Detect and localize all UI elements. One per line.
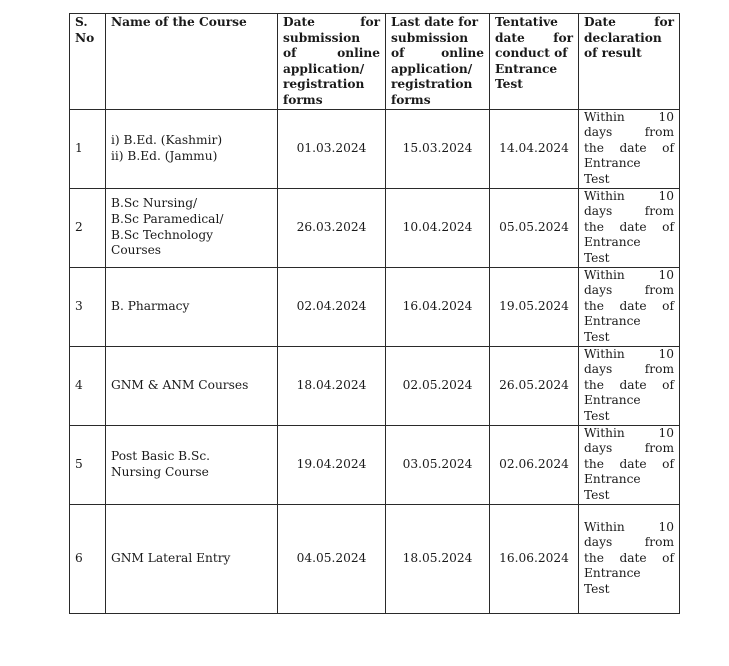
cell-start-date: 18.04.2024 — [278, 346, 386, 425]
cell-test-date: 05.05.2024 — [490, 188, 579, 267]
result-line: the date of — [584, 550, 674, 565]
result-line: Entrance — [584, 393, 641, 408]
result-line: Test — [584, 329, 610, 344]
cell-course — [106, 109, 278, 188]
result-line: Test — [584, 581, 610, 596]
header-line: application/ — [283, 61, 365, 76]
cell-sno: 4 — [70, 346, 106, 425]
table-row — [70, 109, 680, 188]
result-line: Entrance — [584, 314, 641, 329]
header-line: submission — [283, 30, 361, 45]
header-last-date — [386, 14, 490, 110]
header-line: of result — [584, 46, 642, 61]
header-row — [70, 14, 680, 110]
cell-course — [106, 346, 278, 425]
cell-start-date: 01.03.2024 — [278, 109, 386, 188]
course-line: B. Pharmacy — [111, 298, 190, 313]
result-line: Within 10 — [584, 188, 674, 203]
result-line: days from — [584, 204, 674, 219]
result-line: Test — [584, 408, 610, 423]
header-sno — [70, 14, 106, 110]
table-row — [70, 504, 680, 613]
header-line: Test — [495, 77, 523, 92]
result-line: Entrance — [584, 235, 641, 250]
result-line: Entrance — [584, 472, 641, 487]
cell-last-date: 15.03.2024 — [386, 109, 490, 188]
header-line: Date for — [283, 15, 380, 29]
course-line: B.Sc Paramedical/ — [111, 211, 224, 226]
result-line: Within 10 — [584, 425, 674, 440]
header-line: registration — [283, 77, 365, 92]
cell-start-date: 19.04.2024 — [278, 425, 386, 504]
result-line: Within 10 — [584, 267, 674, 282]
header-line: conduct of — [495, 46, 568, 61]
table-row — [70, 188, 680, 267]
cell-test-date: 14.04.2024 — [490, 109, 579, 188]
cell-result — [579, 188, 680, 267]
course-line: Courses — [111, 243, 162, 258]
header-line: No — [75, 30, 95, 45]
header-result-date — [579, 14, 680, 110]
cell-course — [106, 504, 278, 613]
result-line: days from — [584, 441, 674, 456]
result-line: Test — [584, 487, 610, 502]
cell-test-date: 19.05.2024 — [490, 267, 579, 346]
course-line: i) B.Ed. (Kashmir) — [111, 132, 223, 147]
cell-test-date: 26.05.2024 — [490, 346, 579, 425]
cell-start-date: 04.05.2024 — [278, 504, 386, 613]
course-line: ii) B.Ed. (Jammu) — [111, 148, 218, 163]
result-line: the date of — [584, 377, 674, 392]
cell-last-date: 02.05.2024 — [386, 346, 490, 425]
header-line: Last date for — [391, 15, 479, 29]
cell-last-date: 18.05.2024 — [386, 504, 490, 613]
course-line: B.Sc Nursing/ — [111, 196, 198, 211]
result-line: days from — [584, 535, 674, 550]
cell-course — [106, 425, 278, 504]
cell-start-date: 26.03.2024 — [278, 188, 386, 267]
cell-test-date: 16.06.2024 — [490, 504, 579, 613]
header-line: Tentative — [495, 15, 558, 29]
result-line: the date of — [584, 456, 674, 471]
cell-sno: 3 — [70, 267, 106, 346]
cell-course — [106, 188, 278, 267]
result-line: days from — [584, 362, 674, 377]
cell-start-date: 02.04.2024 — [278, 267, 386, 346]
result-line: Entrance — [584, 566, 641, 581]
header-test-date — [490, 14, 579, 110]
header-course — [106, 14, 278, 110]
cell-result — [579, 346, 680, 425]
cell-result — [579, 425, 680, 504]
cell-result — [579, 267, 680, 346]
cell-sno: 5 — [70, 425, 106, 504]
result-line: days from — [584, 283, 674, 298]
cell-sno: 2 — [70, 188, 106, 267]
cell-sno: 6 — [70, 504, 106, 613]
cell-sno: 1 — [70, 109, 106, 188]
table-row — [70, 425, 680, 504]
cell-result — [579, 504, 680, 613]
header-line: date for — [495, 30, 573, 45]
result-line: Test — [584, 171, 610, 186]
cell-last-date: 03.05.2024 — [386, 425, 490, 504]
header-line: of online — [391, 46, 484, 61]
course-line: GNM & ANM Courses — [111, 377, 249, 392]
header-line: S. — [75, 15, 88, 29]
result-line: days from — [584, 125, 674, 140]
result-line: Test — [584, 250, 610, 265]
cell-test-date: 02.06.2024 — [490, 425, 579, 504]
header-line: Entrance — [495, 61, 558, 76]
result-line: Entrance — [584, 156, 641, 171]
table-row — [70, 346, 680, 425]
result-line: the date of — [584, 219, 674, 234]
header-line: forms — [391, 92, 431, 107]
cell-course — [106, 267, 278, 346]
cell-result — [579, 109, 680, 188]
result-line: the date of — [584, 298, 674, 313]
result-line: Within 10 — [584, 346, 674, 361]
course-line: Post Basic B.Sc. — [111, 448, 211, 463]
header-line: registration — [391, 77, 473, 92]
header-start-date — [278, 14, 386, 110]
result-line: the date of — [584, 140, 674, 155]
result-line: Within 10 — [584, 109, 674, 124]
header-line: declaration — [584, 30, 662, 45]
course-line: Nursing Course — [111, 464, 209, 479]
header-line: of online — [283, 46, 380, 61]
table-row — [70, 267, 680, 346]
cell-last-date: 16.04.2024 — [386, 267, 490, 346]
cell-last-date: 10.04.2024 — [386, 188, 490, 267]
header-line: application/ — [391, 61, 473, 76]
header-line: submission — [391, 30, 469, 45]
result-line: Within 10 — [584, 519, 674, 534]
header-line: forms — [283, 92, 323, 107]
schedule-table — [69, 13, 680, 614]
header-line: Date for — [584, 15, 674, 29]
course-line: GNM Lateral Entry — [111, 550, 231, 565]
header-line: Name of the Course — [111, 15, 247, 29]
course-line: B.Sc Technology — [111, 227, 214, 242]
